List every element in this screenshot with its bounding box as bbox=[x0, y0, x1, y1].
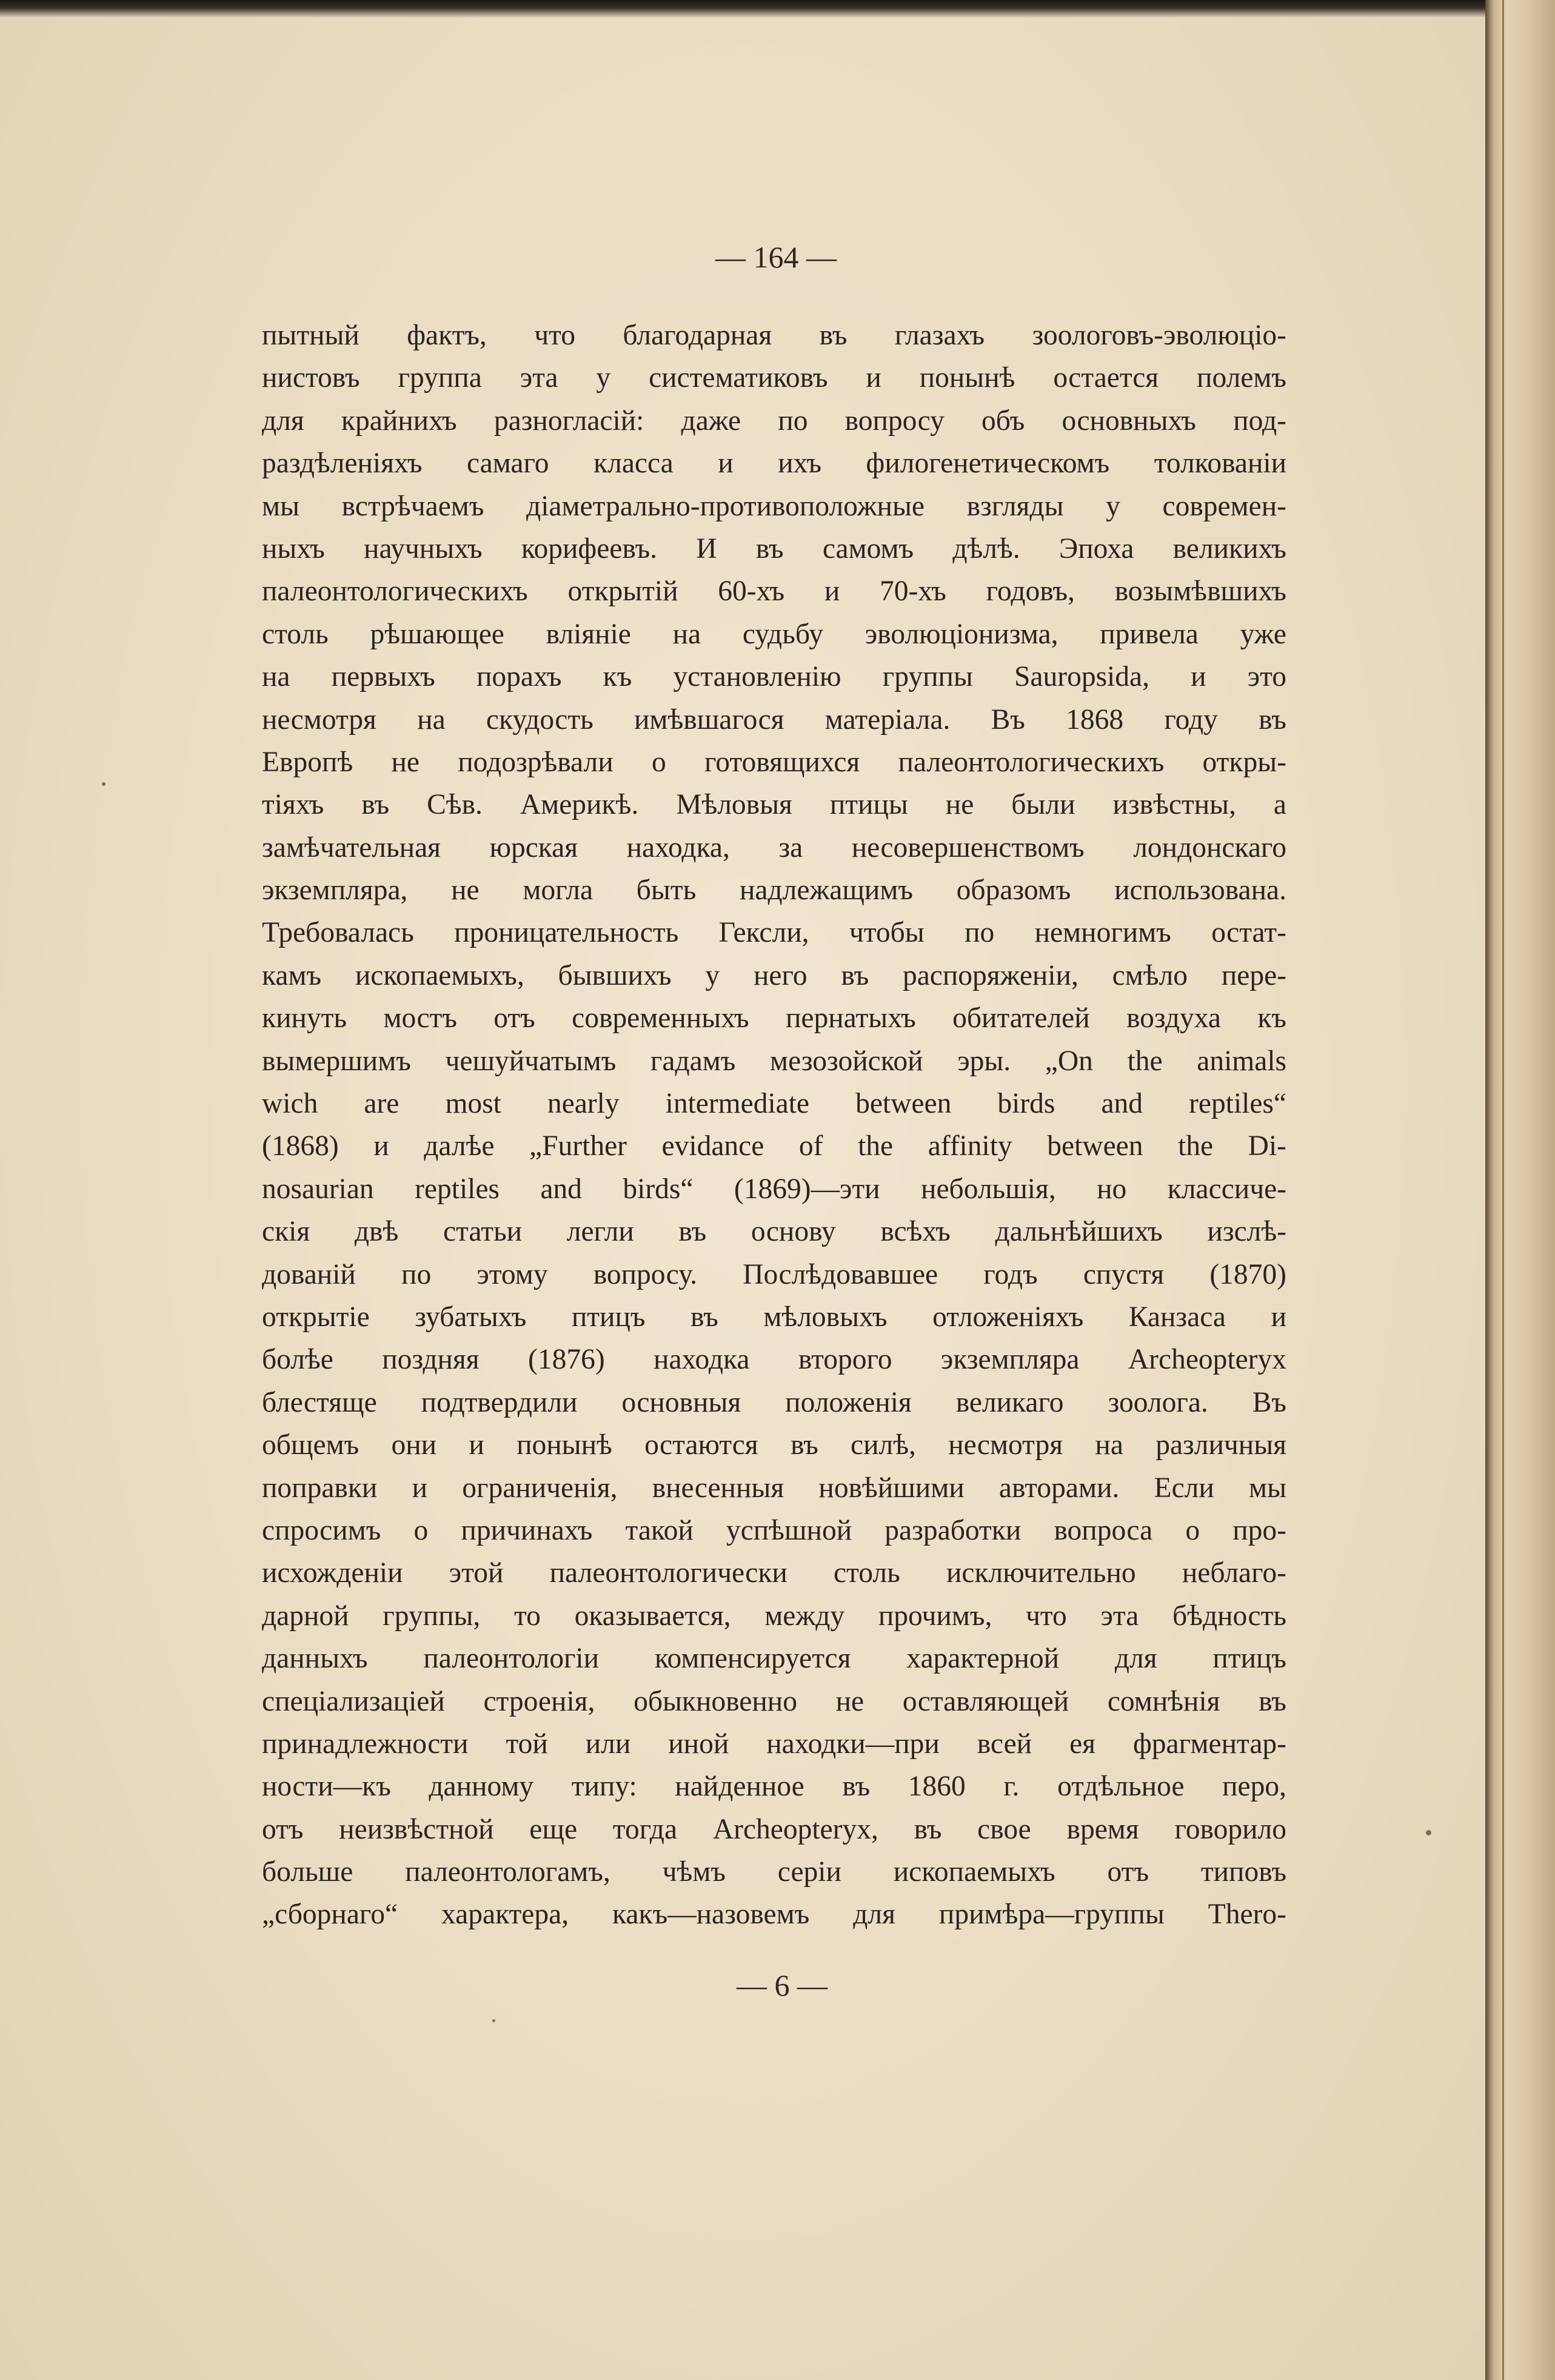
text-line: поправки и ограниченія, внесенныя новѣйшими авторами. Если мы bbox=[262, 1472, 1286, 1504]
text-line: для крайнихъ разногласій: даже по вопросу объ основныхъ под- bbox=[262, 404, 1286, 437]
text-line: на первыхъ порахъ къ установленію группы Sauropsida, и это bbox=[262, 661, 1286, 693]
text-line: открытіе зубатыхъ птицъ въ мѣловыхъ отложеніяхъ Канзаса и bbox=[262, 1301, 1286, 1333]
paper-speck bbox=[1426, 1830, 1431, 1835]
text-line: мы встрѣчаемъ діаметрально-противоположные взгляды у современ- bbox=[262, 490, 1286, 522]
text-line: принадлежности той или иной находки—при всей ея фрагментар- bbox=[262, 1728, 1286, 1760]
text-line: wich are most nearly intermediate between birds and reptiles“ bbox=[262, 1088, 1286, 1120]
text-line: тіяхъ въ Сѣв. Америкѣ. Мѣловыя птицы не были извѣстны, а bbox=[262, 789, 1286, 821]
text-line: скія двѣ статьи легли въ основу всѣхъ дальнѣйшихъ изслѣ- bbox=[262, 1216, 1286, 1248]
scan-top-edge bbox=[0, 0, 1485, 18]
text-line: „сборнаго“ характера, какъ—назовемъ для примѣра—группы Thero- bbox=[262, 1899, 1286, 1931]
text-line: кинуть мостъ отъ современныхъ пернатыхъ обитателей воздуха къ bbox=[262, 1002, 1286, 1034]
text-line: палеонтологическихъ открытій 60-хъ и 70-хъ годовъ, возымѣвшихъ bbox=[262, 575, 1286, 608]
page-number-header: — 164 — bbox=[715, 240, 837, 274]
paper-speck bbox=[102, 782, 105, 786]
paper-speck bbox=[492, 2019, 495, 2022]
text-line: Требовалась проницательность Гексли, чтобы по немногимъ остат- bbox=[262, 917, 1286, 949]
text-line: данныхъ палеонтологіи компенсируется характерной для птицъ bbox=[262, 1643, 1286, 1675]
text-line: камъ ископаемыхъ, бывшихъ у него въ распоряженіи, смѣло пере- bbox=[262, 959, 1286, 991]
text-line: замѣчательная юрская находка, за несовершенствомъ лондонскаго bbox=[262, 831, 1286, 863]
facing-page-edge bbox=[1485, 0, 1555, 2380]
text-line: больше палеонтологамъ, чѣмъ серіи ископаемыхъ отъ типовъ bbox=[262, 1856, 1286, 1888]
text-line: дарной группы, то оказывается, между прочимъ, что эта бѣдность bbox=[262, 1600, 1286, 1632]
text-line: Европѣ не подозрѣвали о готовящихся палеонтологическихъ откры- bbox=[262, 746, 1286, 778]
text-line: отъ неизвѣстной еще тогда Archeopteryx, въ свое время говорило bbox=[262, 1813, 1286, 1845]
body-text bbox=[262, 314, 1286, 1936]
text-line: пытный фактъ, что благодарная въ глазахъ зоологовъ-эволюціо- bbox=[262, 320, 1286, 351]
text-line: экземпляра, не могла быть надлежащимъ образомъ использована. bbox=[262, 874, 1286, 907]
text-line: исхожденіи этой палеонтологически столь исключительно неблаго- bbox=[262, 1557, 1286, 1589]
text-line: ности—къ данному типу: найденное въ 1860 г. отдѣльное перо, bbox=[262, 1771, 1286, 1803]
text-line: нистовъ группа эта у систематиковъ и понынѣ остается полемъ bbox=[262, 362, 1286, 394]
text-line: дованій по этому вопросу. Послѣдовавшее годъ спустя (1870) bbox=[262, 1258, 1286, 1290]
text-line: спеціализаціей строенія, обыкновенно не оставляющей сомнѣнія въ bbox=[262, 1685, 1286, 1717]
text-line: nosaurian reptiles and birds“ (1869)—эти небольшія, но классиче- bbox=[262, 1173, 1286, 1205]
text-line: несмотря на скудость имѣвшагося матеріала. Въ 1868 году въ bbox=[262, 703, 1286, 736]
text-line: блестяще подтвердили основныя положенія великаго зоолога. Въ bbox=[262, 1386, 1286, 1418]
text-line: ныхъ научныхъ корифеевъ. И въ самомъ дѣлѣ. Эпоха великихъ bbox=[262, 532, 1286, 565]
text-line: спросимъ о причинахъ такой успѣшной разработки вопроса о про- bbox=[262, 1514, 1286, 1546]
text-line: вымершимъ чешуйчатымъ гадамъ мезозойской эры. „On the animals bbox=[262, 1045, 1286, 1077]
text-line: болѣе поздняя (1876) находка второго экземпляра Archeopteryx bbox=[262, 1344, 1286, 1376]
text-line: столь рѣшающее вліяніе на судьбу эволюціонизма, привела уже bbox=[262, 618, 1286, 650]
text-line: общемъ они и понынѣ остаются въ силѣ, несмотря на различныя bbox=[262, 1429, 1286, 1461]
text-line: раздѣленіяхъ самаго класса и ихъ филогенетическомъ толкованіи bbox=[262, 448, 1286, 480]
signature-mark: — 6 — bbox=[737, 1968, 828, 2002]
text-line: (1868) и далѣе „Further evidance of the affinity between the Di- bbox=[262, 1130, 1286, 1162]
